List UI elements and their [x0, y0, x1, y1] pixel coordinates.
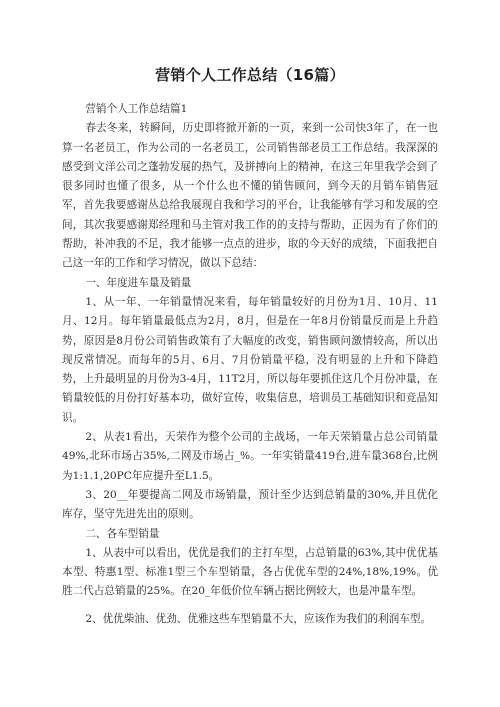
document-body [62, 100, 438, 629]
paragraph: 2、从表1看出，天荣作为整个公司的主战场，一年天荣销量占总公司销量49%,北环市场占35%,二网及市场占_%。一年实销量419台,进车量368台,比例为1:1.1,20PC年应提升至L1.5。 [62, 431, 438, 482]
paragraph: 1、从表中可以看出，优优是我们的主打车型，占总销量的63%,其中优优基本型、特惠1型、标准1型三个车型销量，各占优优车型的24%,18%,19%。优胜二代占总销量的25%。在20_年低价位车辆占据比例较大，也是冲量车型。 [62, 546, 438, 598]
section-heading: 营销个人工作总结篇1 [85, 103, 188, 115]
paragraph: 3、20__年要提高二网及市场销量，预计至少达到总销量的30%,并且优化库存，坚守先进先出的原则。 [62, 488, 438, 521]
paragraph: 2、优优柴油、优劲、优雅这些车型销量不大，应该作为我们的利润车型。 [85, 612, 432, 625]
paragraph-intro: 春去冬来，转瞬间，历史即将掀开新的一页，来到一公司快3年了，在一也算一名老员工，作为公司的一名老员工，公司销售部老员工工作总结。我深深的感受到文洋公司之蓬勃发展的热气，及拼搏向上的精神，在这三年里我学会到了很多同时也懂了很多，从一个什么也不懂的销售顾问，到今天的月销车销售冠军，首先我要感谢丛总给我展现自我和学习的平台，让我能够有学习和发展的空间，其次我要感谢郑经理和马主管对我工作的的支持与帮助，正因为有了你们的帮助，补冲我的不足，我才能够一点点的进步，取的今天好的成绩，下面我把自己这一年的工作和学习情况，做以下总结： [62, 122, 438, 270]
paragraph: 1、从一年、一年销量情况来看，每年销量较好的月份为1月、10月、11月、12月。每年销量最低点为2月，8月，但是在一年8月份销量反而是上升趋势，原因是8月份公司销售政策有了大幅度的改变，销售顾问激情较高，所以出现反常情况。而每年的5月、6月、7月份销量平稳，没有明显的上升和下降趋势，上升最明显的月份为3-4月，11T2月，所以每年要抓住这几个月份冲量，在销量较低的月份打好基本功，做好宣传，收集信息，培训员工基础知识和竞品知识。 [62, 295, 438, 424]
document-title: 营销个人工作总结（16篇） [155, 66, 345, 84]
section-heading: 二、各车型销量 [85, 527, 160, 540]
section-heading: 一、年度进车量及销量 [85, 276, 192, 289]
